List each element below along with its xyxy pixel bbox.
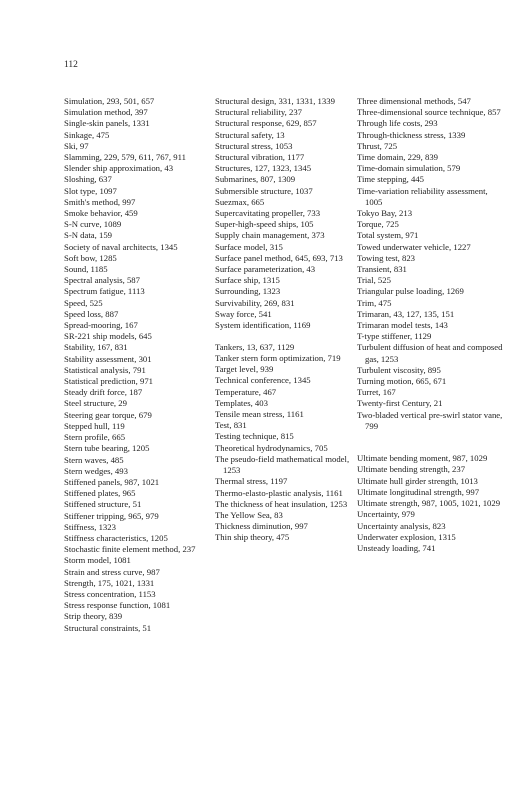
index-entry: S-N curve, 1089	[64, 219, 122, 230]
index-entry: System identification, 1169	[215, 320, 311, 331]
index-entry: T-type stiffener, 1129	[357, 331, 432, 342]
index-entry: Thermo-elasto-plastic analysis, 1161	[215, 487, 343, 498]
index-entry: Simulation method, 397	[64, 107, 148, 118]
index-entry: Stiffened structure, 51	[64, 499, 142, 510]
index-entry: Transient, 831	[357, 264, 407, 275]
index-entry: Submersible structure, 1037	[215, 185, 313, 196]
index-entry: Storm model, 1081	[64, 555, 131, 566]
index-entry: Structural constraints, 51	[64, 622, 152, 633]
index-entry: Surrounding, 1323	[215, 286, 281, 297]
index-entry: Temperature, 467	[215, 386, 277, 397]
index-entry: Through life costs, 293	[357, 118, 438, 129]
index-entry: Structural response, 629, 857	[215, 118, 317, 129]
index-entry: Time domain, 229, 839	[357, 152, 439, 163]
index-entry: Super-high-speed ships, 105	[215, 219, 314, 230]
index-entry: Spread-mooring, 167	[64, 320, 138, 331]
index-entry: Slender ship approximation, 43	[64, 163, 174, 174]
index-entry: Stiffness, 1323	[64, 521, 116, 532]
index-entry: Theoretical hydrodynamics, 705	[215, 442, 328, 453]
index-entry: Strain and stress curve, 987	[64, 566, 160, 577]
index-entry: Stepped hull, 119	[64, 420, 125, 431]
index-entry: Society of naval architects, 1345	[64, 241, 178, 252]
index-column-1	[64, 96, 202, 634]
index-entry: Ski, 97	[64, 140, 89, 151]
index-entry: Ultimate bending strength, 237	[357, 464, 466, 475]
index-entry: Structural vibration, 1177	[215, 152, 305, 163]
index-entry: Three-dimensional source technique, 857	[357, 107, 501, 118]
index-entry: Steering gear torque, 679	[64, 409, 152, 420]
index-entry: Strength, 175, 1021, 1331	[64, 577, 155, 588]
index-entry: Underwater explosion, 1315	[357, 531, 456, 542]
index-entry: Speed, 525	[64, 297, 103, 308]
index-entry: Strip theory, 839	[64, 611, 123, 622]
index-entry: Structures, 127, 1323, 1345	[215, 163, 312, 174]
index-entry: Time-domain simulation, 579	[357, 163, 461, 174]
index-entry: Survivability, 269, 831	[215, 297, 295, 308]
index-entry: Ultimate hull girder strength, 1013	[357, 475, 478, 486]
index-entry: Tankers, 13, 637, 1129	[215, 341, 295, 352]
index-entry: Supply chain management, 373	[215, 230, 325, 241]
index-entry: Spectral analysis, 587	[64, 275, 140, 286]
index-entry: Towing test, 823	[357, 252, 416, 263]
index-entry: Two-bladed vertical pre-swirl stator vane, 799	[357, 409, 503, 431]
index-entry: Tokyo Bay, 213	[357, 208, 413, 219]
index-entry: Stability, 167, 831	[64, 342, 128, 353]
index-entry: Statistical prediction, 971	[64, 376, 154, 387]
index-entry: The thickness of heat insulation, 1253	[215, 498, 348, 509]
index-entry: Stress concentration, 1153	[64, 588, 156, 599]
index-entry: Single-skin panels, 1331	[64, 118, 150, 129]
index-entry: Sway force, 541	[215, 308, 272, 319]
index-entry: Unsteady loading, 741	[357, 542, 436, 553]
index-entry: Smith's method, 997	[64, 196, 136, 207]
index-entry: Uncertainty, 979	[357, 509, 415, 520]
index-entry: Suezmax, 665	[215, 196, 265, 207]
index-entry: Slot type, 1097	[64, 185, 117, 196]
index-entry: Steady drift force, 187	[64, 387, 143, 398]
index-entry: Spectrum fatigue, 1113	[64, 286, 145, 297]
index-entry: Thermal stress, 1197	[215, 476, 288, 487]
index-entry: Structural stress, 1053	[215, 140, 293, 151]
index-entry: Torque, 725	[357, 219, 399, 230]
index-entry: Surface parameterization, 43	[215, 264, 316, 275]
index-entry: Thickness diminution, 997	[215, 521, 308, 532]
letter-group-gap	[357, 432, 507, 443]
index-entry: Sloshing, 637	[64, 174, 112, 185]
index-entry: Stern tube bearing, 1205	[64, 443, 150, 454]
index-column-3	[357, 96, 507, 554]
index-entry: Turning motion, 665, 671	[357, 376, 447, 387]
index-entry: Structural reliability, 237	[215, 107, 303, 118]
index-entry: Submarines, 807, 1309	[215, 174, 296, 185]
index-entry: Speed loss, 887	[64, 308, 119, 319]
index-entry: Structural safety, 13	[215, 129, 285, 140]
index-entry: SR-221 ship models, 645	[64, 331, 152, 342]
index-entry: Through-thickness stress, 1339	[357, 129, 466, 140]
index-entry: Trimaran model tests, 143	[357, 320, 448, 331]
index-entry: Time-variation reliability assessment, 1005	[357, 185, 488, 207]
index-entry: Tensile mean stress, 1161	[215, 409, 304, 420]
index-entry: Stochastic finite element method, 237	[64, 544, 196, 555]
index-entry: Turret, 167	[357, 387, 396, 398]
index-entry: Trim, 475	[357, 297, 392, 308]
index-entry: Soft bow, 1285	[64, 252, 117, 263]
index-entry: Stern profile, 665	[64, 432, 126, 443]
index-entry: Stiffened panels, 987, 1021	[64, 476, 160, 487]
index-entry: Triangular pulse loading, 1269	[357, 286, 464, 297]
index-entry: Twenty-first Century, 21	[357, 398, 443, 409]
index-entry: Ultimate strength, 987, 1005, 1021, 1029	[357, 498, 501, 509]
index-entry: Target level, 939	[215, 364, 274, 375]
index-entry: Turbulent viscosity, 895	[357, 364, 441, 375]
index-entry: Stability assessment, 301	[64, 353, 152, 364]
index-entry: Stress response function, 1081	[64, 600, 171, 611]
index-entry: Trial, 525	[357, 275, 391, 286]
index-entry: Trimaran, 43, 127, 135, 151	[357, 308, 455, 319]
index-entry: Turbulent diffusion of heat and composed gas, 1253	[357, 342, 503, 364]
letter-group-gap	[357, 443, 507, 454]
index-entry: Surface ship, 1315	[215, 275, 280, 286]
index-entry: Technical conference, 1345	[215, 375, 311, 386]
index-entry: Ultimate longitudinal strength, 997	[357, 486, 480, 497]
index-entry: Statistical analysis, 791	[64, 364, 146, 375]
index-entry: Slamming, 229, 579, 611, 767, 911	[64, 152, 186, 163]
index-entry: Total system, 971	[357, 230, 419, 241]
index-entry: Templates, 403	[215, 397, 268, 408]
index-entry: Time stepping, 445	[357, 174, 425, 185]
index-entry: Simulation, 293, 501, 657	[64, 96, 155, 106]
index-entry: Steel structure, 29	[64, 398, 127, 409]
index-entry: The pseudo-field mathematical model, 1253	[215, 453, 350, 476]
index-entry: Test, 831	[215, 420, 247, 431]
index-entry: Surface panel method, 645, 693, 713	[215, 252, 343, 263]
index-entry: Sound, 1185	[64, 264, 108, 275]
index-entry: Three dimensional methods, 547	[357, 96, 471, 106]
index-entry: Stiffener tripping, 965, 979	[64, 510, 159, 521]
index-entry: Smoke behavior, 459	[64, 208, 138, 219]
index-entry: Thrust, 725	[357, 140, 398, 151]
index-column-2	[215, 96, 353, 544]
index-entry: S-N data, 159	[64, 230, 113, 241]
index-entry: Stiffness characteristics, 1205	[64, 532, 168, 543]
index-entry: Thin ship theory, 475	[215, 532, 290, 543]
index-entry: Stiffened plates, 965	[64, 488, 136, 499]
index-entry: Stern waves, 485	[64, 454, 124, 465]
index-entry: Towed underwater vehicle, 1227	[357, 241, 471, 252]
index-entry: Ultimate bending moment, 987, 1029	[357, 453, 488, 464]
index-entry: Structural design, 331, 1331, 1339	[215, 96, 335, 106]
index-entry: Sinkage, 475	[64, 129, 110, 140]
index-entry: Testing technique, 815	[215, 431, 294, 442]
letter-group-gap	[215, 331, 353, 342]
index-entry: The Yellow Sea, 83	[215, 509, 283, 520]
index-entry: Surface model, 315	[215, 241, 283, 252]
index-entry: Supercavitating propeller, 733	[215, 208, 321, 219]
index-entry: Tanker stern form optimization, 719	[215, 353, 341, 364]
page-number: 112	[64, 60, 78, 70]
index-entry: Stern wedges, 493	[64, 465, 128, 476]
index-entry: Uncertainty analysis, 823	[357, 520, 446, 531]
